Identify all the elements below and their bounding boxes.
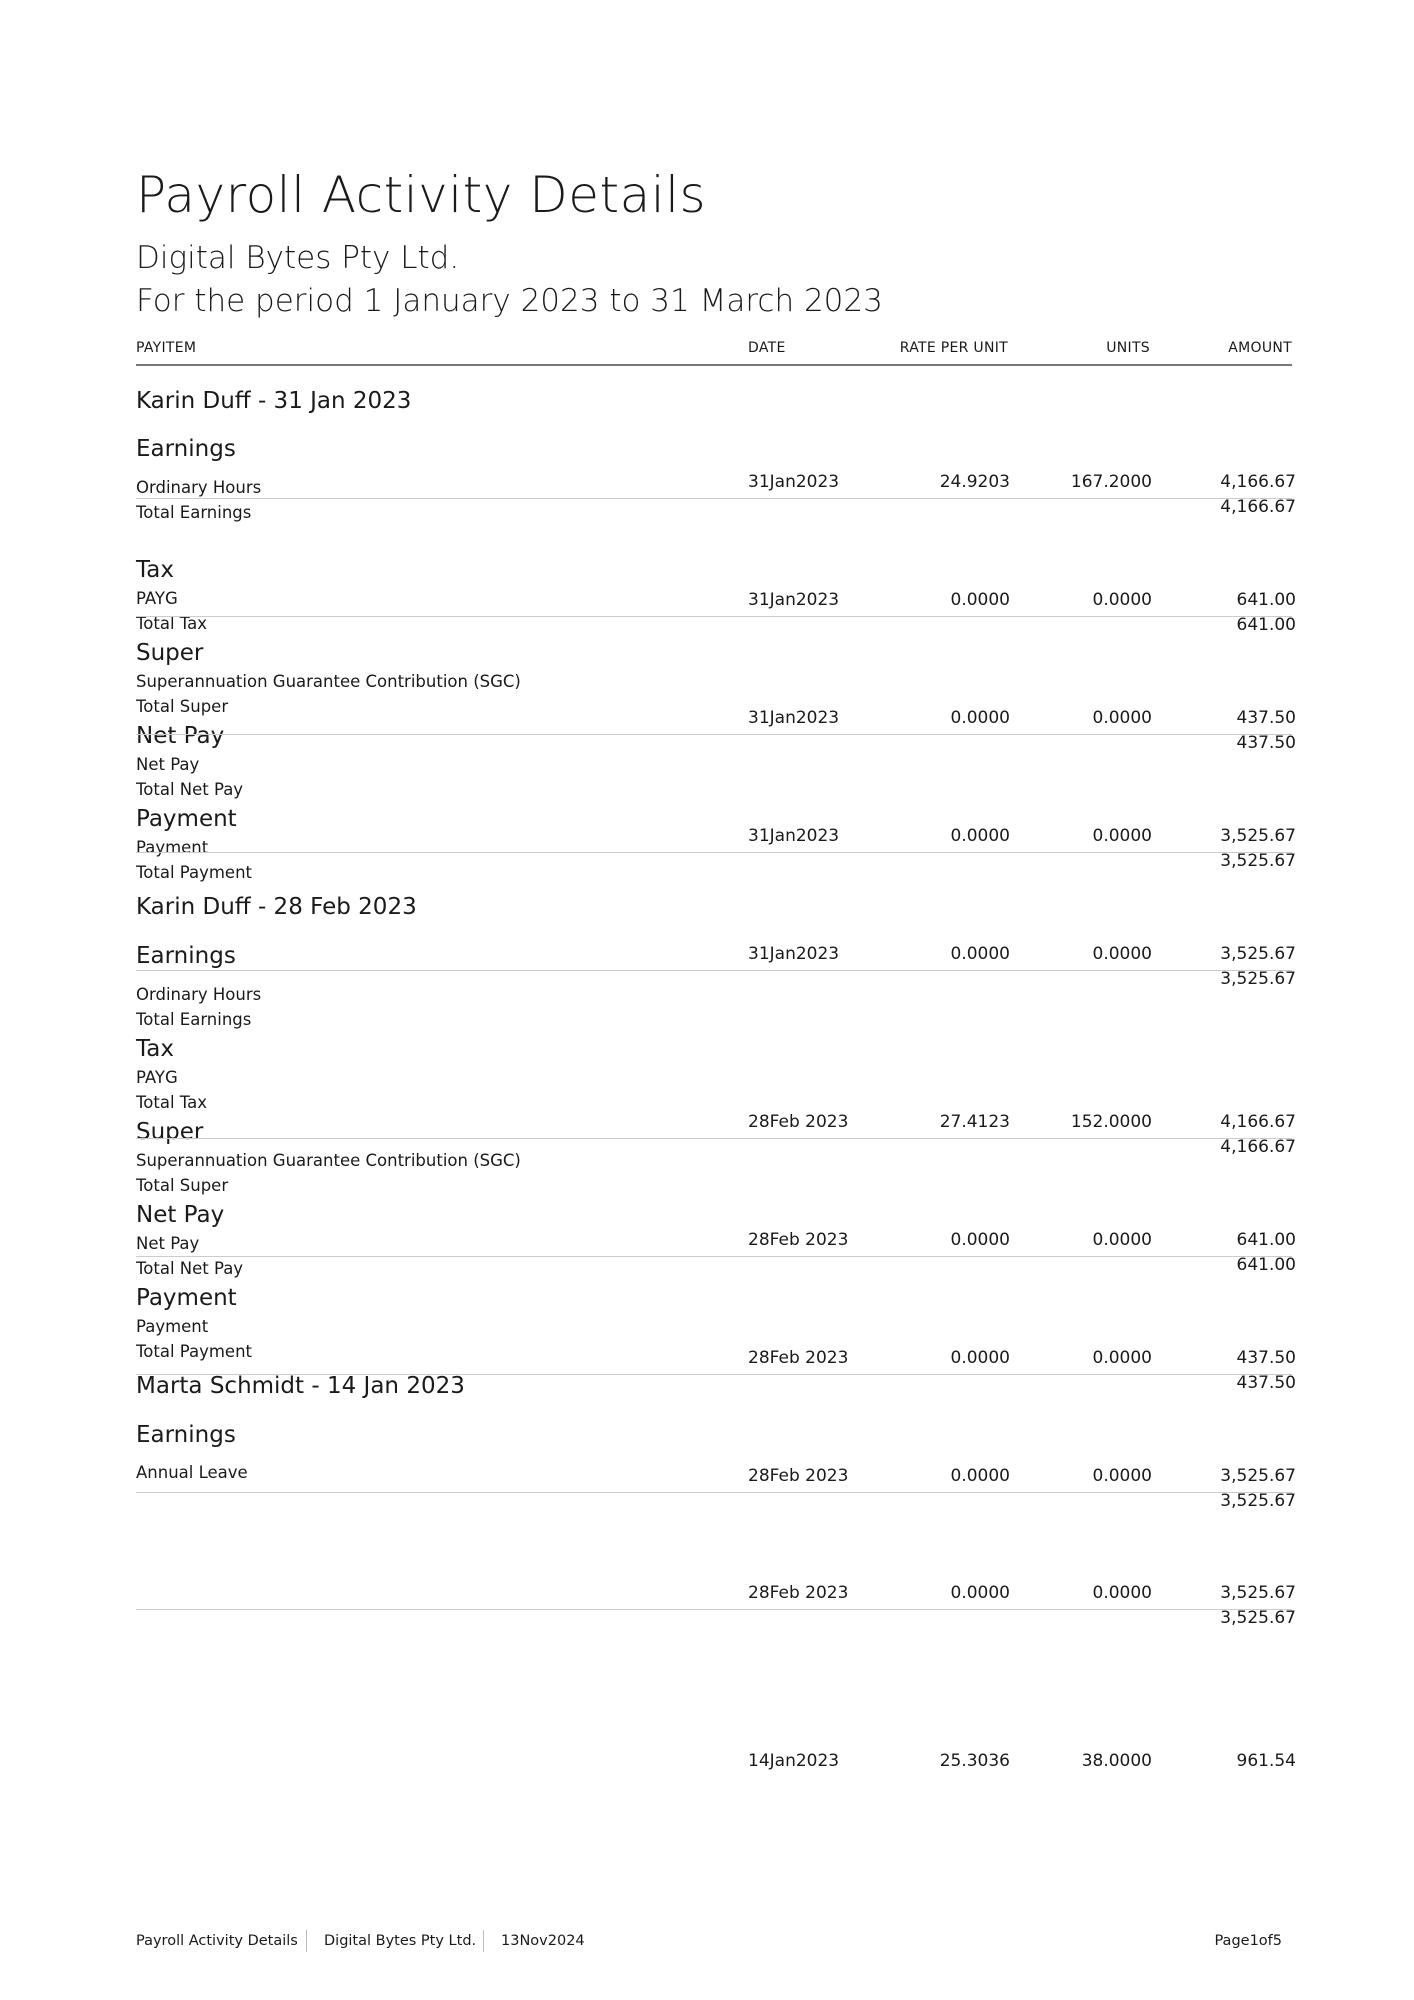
row-divider bbox=[136, 852, 1292, 853]
payitem-total-label: Total Net Pay bbox=[136, 780, 244, 799]
footer-date: 13Nov2024 bbox=[501, 1933, 585, 1949]
payitem-label: Net Pay bbox=[136, 755, 200, 774]
row-rate: 0.0000 bbox=[950, 1466, 1010, 1486]
row-total: 4,166.67 bbox=[1220, 1137, 1296, 1157]
row-amount: 437.50 bbox=[1236, 708, 1296, 728]
row-units: 38.0000 bbox=[1081, 1751, 1152, 1771]
row-units: 0.0000 bbox=[1092, 944, 1152, 964]
row-divider bbox=[136, 498, 1292, 499]
payitem-total-label: Total Super bbox=[136, 697, 229, 716]
row-divider bbox=[136, 1256, 1292, 1257]
row-total: 3,525.67 bbox=[1220, 851, 1296, 871]
row-amount: 3,525.67 bbox=[1220, 1466, 1296, 1486]
payitem-label: Superannuation Guarantee Contribution (SGC) bbox=[136, 672, 521, 691]
employee-heading: Karin Duff - 31 Jan 2023 bbox=[136, 388, 412, 414]
footer-doc-title: Payroll Activity Details bbox=[136, 1933, 298, 1949]
group-heading: Net Pay bbox=[136, 1202, 225, 1228]
payitem-total-label: Total Super bbox=[136, 1176, 229, 1195]
employee-heading: Marta Schmidt - 14 Jan 2023 bbox=[136, 1373, 465, 1399]
payitem-label: PAYG bbox=[136, 589, 178, 608]
row-rate: 0.0000 bbox=[950, 944, 1010, 964]
payitem-label: Superannuation Guarantee Contribution (SGC) bbox=[136, 1151, 521, 1170]
payitem-label: Ordinary Hours bbox=[136, 985, 262, 1004]
col-payitem: PAYITEM bbox=[136, 340, 197, 356]
group-heading: Payment bbox=[136, 806, 237, 832]
row-amount: 3,525.67 bbox=[1220, 1583, 1296, 1603]
company-name: Digital Bytes Pty Ltd. bbox=[136, 240, 460, 276]
row-units: 0.0000 bbox=[1092, 1583, 1152, 1603]
row-units: 0.0000 bbox=[1092, 1230, 1152, 1250]
row-amount: 641.00 bbox=[1236, 590, 1296, 610]
row-date: 28Feb 2023 bbox=[748, 1112, 849, 1132]
col-amount: AMOUNT bbox=[1228, 340, 1292, 356]
row-total: 3,525.67 bbox=[1220, 1608, 1296, 1628]
row-rate: 24.9203 bbox=[939, 472, 1010, 492]
group-heading: Payment bbox=[136, 1285, 237, 1311]
row-units: 0.0000 bbox=[1092, 1348, 1152, 1368]
row-rate: 0.0000 bbox=[950, 708, 1010, 728]
group-heading: Earnings bbox=[136, 943, 236, 969]
row-rate: 27.4123 bbox=[939, 1112, 1010, 1132]
payitem-total-label: Total Payment bbox=[136, 863, 253, 882]
payitem-label: Payment bbox=[136, 838, 209, 857]
footer-separator bbox=[306, 1930, 307, 1952]
row-divider bbox=[136, 1492, 1292, 1493]
col-date: DATE bbox=[748, 340, 786, 356]
col-rate: RATE PER UNIT bbox=[899, 340, 1008, 356]
row-date: 31Jan2023 bbox=[748, 708, 840, 728]
row-rate: 0.0000 bbox=[950, 1348, 1010, 1368]
payitem-total-label: Total Payment bbox=[136, 1342, 253, 1361]
row-date: 28Feb 2023 bbox=[748, 1583, 849, 1603]
row-total: 437.50 bbox=[1236, 1373, 1296, 1393]
page-title: Payroll Activity Details bbox=[136, 166, 707, 224]
row-units: 0.0000 bbox=[1092, 590, 1152, 610]
payitem-total-label: Total Earnings bbox=[136, 503, 252, 522]
group-heading: Earnings bbox=[136, 1422, 236, 1448]
payitem-label: Ordinary Hours bbox=[136, 478, 262, 497]
row-amount: 437.50 bbox=[1236, 1348, 1296, 1368]
group-heading: Super bbox=[136, 1119, 204, 1145]
group-heading: Super bbox=[136, 640, 204, 666]
row-units: 0.0000 bbox=[1092, 826, 1152, 846]
row-divider bbox=[136, 1374, 1292, 1375]
row-divider bbox=[136, 970, 1292, 971]
group-heading: Earnings bbox=[136, 436, 236, 462]
header-rule bbox=[136, 364, 1292, 366]
row-amount: 3,525.67 bbox=[1220, 944, 1296, 964]
row-total: 641.00 bbox=[1236, 1255, 1296, 1275]
payitem-label: Payment bbox=[136, 1317, 209, 1336]
row-date: 14Jan2023 bbox=[748, 1751, 840, 1771]
row-date: 31Jan2023 bbox=[748, 590, 840, 610]
payitem-total-label: Total Earnings bbox=[136, 1010, 252, 1029]
row-rate: 0.0000 bbox=[950, 1230, 1010, 1250]
footer-page-number: Page1of5 bbox=[1214, 1933, 1282, 1949]
row-total: 4,166.67 bbox=[1220, 497, 1296, 517]
row-date: 31Jan2023 bbox=[748, 472, 840, 492]
row-units: 0.0000 bbox=[1092, 1466, 1152, 1486]
employee-heading: Karin Duff - 28 Feb 2023 bbox=[136, 894, 417, 920]
row-total: 3,525.67 bbox=[1220, 969, 1296, 989]
row-total: 437.50 bbox=[1236, 733, 1296, 753]
row-divider bbox=[136, 734, 1292, 735]
row-amount: 641.00 bbox=[1236, 1230, 1296, 1250]
payitem-label: Net Pay bbox=[136, 1234, 200, 1253]
payitem-label: PAYG bbox=[136, 1068, 178, 1087]
payitem-label: Annual Leave bbox=[136, 1463, 248, 1482]
row-divider bbox=[136, 616, 1292, 617]
row-amount: 961.54 bbox=[1236, 1751, 1296, 1771]
payitem-total-label: Total Net Pay bbox=[136, 1259, 244, 1278]
payitem-total-label: Total Tax bbox=[136, 614, 208, 633]
row-divider bbox=[136, 1609, 1292, 1610]
row-rate: 25.3036 bbox=[939, 1751, 1010, 1771]
row-units: 152.0000 bbox=[1070, 1112, 1152, 1132]
row-amount: 4,166.67 bbox=[1220, 472, 1296, 492]
footer-separator bbox=[483, 1930, 484, 1952]
col-units: UNITS bbox=[1106, 340, 1150, 356]
row-date: 28Feb 2023 bbox=[748, 1230, 849, 1250]
row-amount: 3,525.67 bbox=[1220, 826, 1296, 846]
group-heading: Tax bbox=[136, 557, 174, 583]
row-rate: 0.0000 bbox=[950, 1583, 1010, 1603]
row-units: 167.2000 bbox=[1070, 472, 1152, 492]
group-heading: Tax bbox=[136, 1036, 174, 1062]
row-rate: 0.0000 bbox=[950, 590, 1010, 610]
row-date: 31Jan2023 bbox=[748, 826, 840, 846]
row-amount: 4,166.67 bbox=[1220, 1112, 1296, 1132]
row-date: 28Feb 2023 bbox=[748, 1348, 849, 1368]
payitem-total-label: Total Tax bbox=[136, 1093, 208, 1112]
report-period: For the period 1 January 2023 to 31 March 2023 bbox=[136, 283, 883, 319]
row-units: 0.0000 bbox=[1092, 708, 1152, 728]
row-divider bbox=[136, 1138, 1292, 1139]
footer-company: Digital Bytes Pty Ltd. bbox=[324, 1933, 477, 1949]
row-date: 31Jan2023 bbox=[748, 944, 840, 964]
row-total: 3,525.67 bbox=[1220, 1491, 1296, 1511]
row-total: 641.00 bbox=[1236, 615, 1296, 635]
group-heading: Net Pay bbox=[136, 723, 225, 749]
row-rate: 0.0000 bbox=[950, 826, 1010, 846]
row-date: 28Feb 2023 bbox=[748, 1466, 849, 1486]
